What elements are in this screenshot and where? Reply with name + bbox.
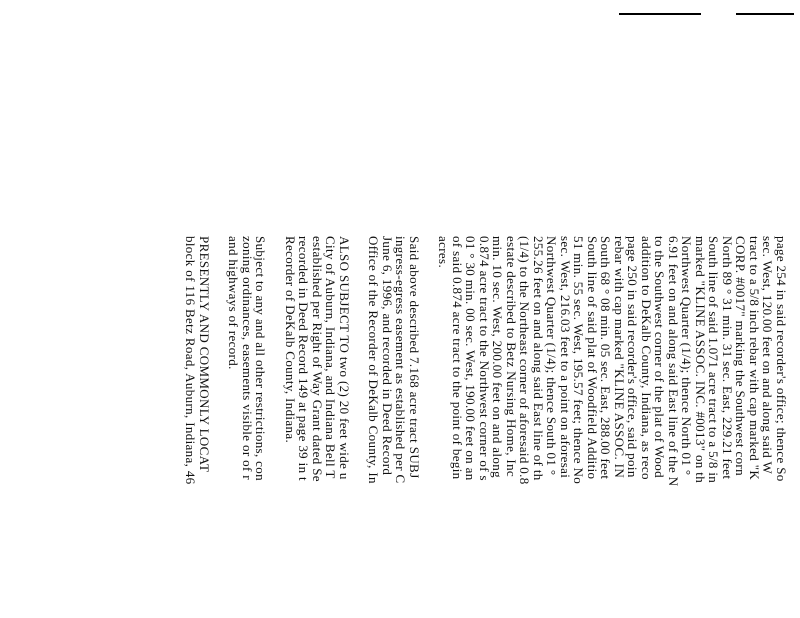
text-line: page 250 in said recorder's office, said poin <box>625 236 641 478</box>
text-line: Northwest Quarter (1/4); thence South 01 ° <box>544 236 560 476</box>
text-line: to the Southwest corner of the plat of Wood <box>652 236 668 478</box>
text-line: of said 0.874 acre tract to the point of begin <box>450 236 465 480</box>
text-line: tract to a 5/8 inch rebar with cap marked "K <box>747 236 762 481</box>
text-line: 0.874 acre tract to the Northwest corner of s <box>477 236 492 481</box>
text-line: Office of the Recorder of DeKalb County, In <box>366 236 382 484</box>
text-line: CORP. #0017" marking the Southwest corn <box>733 236 749 476</box>
text-line: sec. West, 216.03 feet to a point on aforesai <box>558 236 573 479</box>
paragraph-presently-located <box>184 236 211 618</box>
text-line: min. 10 sec. West, 200.00 feet on and along <box>490 236 506 478</box>
text-line: recorded in Deed Record 149 at page 39 in t <box>296 236 312 481</box>
text-line: page 254 in said recorder's office; thence So <box>774 236 789 482</box>
text-line: Recorder of DeKalb County, Indiana. <box>283 236 298 444</box>
text-line: and highways of record. <box>226 236 242 370</box>
text-line: zoning ordinances, easements visible or of r <box>240 236 255 480</box>
text-line: PRESENTLY AND COMMONLY LOCAT <box>197 236 212 473</box>
text-line: Northwest Quarter (1/4); thence North 01 ° <box>679 236 695 476</box>
text-line: South 68 ° 08 min. 05 sec. East, 288.00 feet <box>598 236 614 480</box>
text-line: sec. West, 120.00 feet on and along said W <box>760 236 776 475</box>
text-line: Subject to any and all other restrictions, con <box>253 236 269 481</box>
text-line: Said above described 7.168 acre tract SUBJ <box>407 236 422 479</box>
text-line: 51 min. 55 sec. West, 195.57 feet; thence No <box>571 236 587 485</box>
text-line: estate described to Betz Nursing Home, Inc <box>504 236 519 478</box>
paragraph-also-subject <box>284 236 352 618</box>
text-line: established per Right of Way Grant dated Se <box>310 236 325 482</box>
text-line: 6.91 feet on and along said East line of the N <box>666 236 681 487</box>
text-line: acres. <box>436 236 452 269</box>
paragraph-easement <box>367 236 421 618</box>
text-line: rebar with cap marked "KLINE ASSOC. IN <box>612 236 627 479</box>
paragraph-boundary-description <box>437 236 788 618</box>
text-line: City of Auburn, Indiana, and Indiana Bell T <box>323 236 339 479</box>
text-line: ALSO SUBJECT TO two (2) 20 feet wide u <box>337 236 352 480</box>
text-line: ingress-egress easement as established per C <box>393 236 409 484</box>
legal-description-text <box>184 236 788 618</box>
text-line: (1/4) to the Northeast corner of aforesaid 0.8 <box>517 236 533 485</box>
text-line: South line of said 1.071 acre tract to a 5/8 in <box>706 236 722 484</box>
text-line: addition to DeKalb County, Indiana, as reco <box>639 236 654 480</box>
text-line: South line of said plat of Woodfield Additio <box>585 236 600 480</box>
text-line: 255.26 feet on and along said East line of th <box>531 236 546 481</box>
text-line: June 6, 1996, and recorded in Deed Record <box>380 236 395 476</box>
text-line: 01 ° 30 min. 00 sec. West, 190.00 feet on an <box>463 236 479 481</box>
text-line: marked "KLINE ASSOC. INC. #0013" on th <box>693 236 708 484</box>
text-line: block of 116 Betz Road, Auburn, Indiana, 46 <box>183 236 199 485</box>
paragraph-subject-to <box>227 236 268 618</box>
text-line: North 89 ° 31 min. 31 sec. East, 229.21 feet <box>720 236 735 480</box>
